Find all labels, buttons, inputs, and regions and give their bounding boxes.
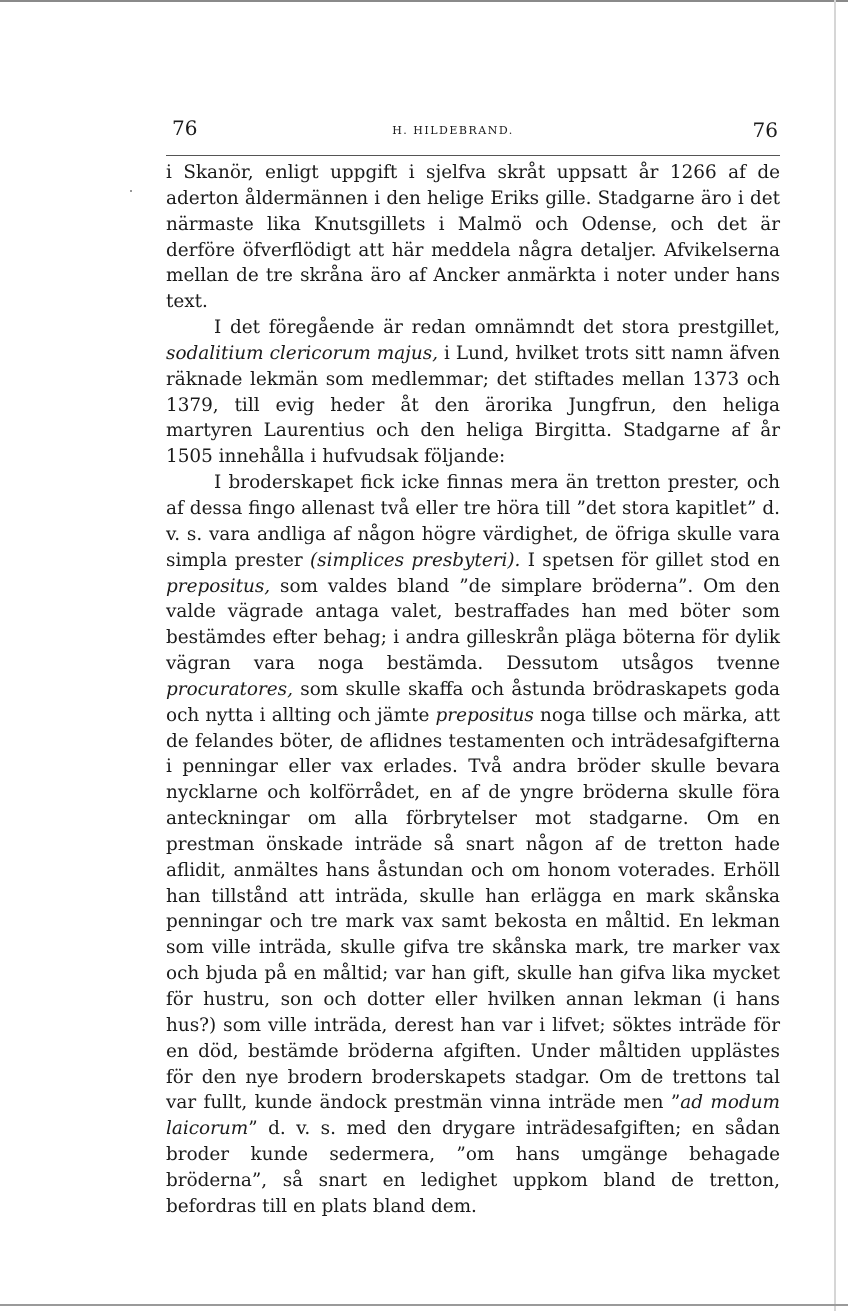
- latin-term-simplices: (simplices presbyteri).: [309, 549, 521, 571]
- body-text: [166, 160, 780, 1220]
- paragraph-1-text: i Skanör, enligt uppgift i sjelfva skråt uppsatt år 1266 af de aderton åldermännen i den helige Eriks gille. Stadgarne äro i det närmaste lika Knutsgillets i Malmö och Odense, och det är derföre öfverflödigt att här meddela några detaljer. Afvikelserna mellan de tre skråna äro af Ancker anmärkta i noter under hans text.: [166, 162, 780, 313]
- paragraph-3-text-1: I broderskapet fick icke finnas mera än tretton prester, och af dessa fingo allenast två eller tre höra till ”det stora kapitlet” d. v. s. vara andliga af någon högre värdighet, de öfriga skulle vara simpla prester: [166, 472, 780, 571]
- paragraph-2-text-2: i Lund, hvilket trots sitt namn äfven räknade lekmän som medlemmar; det stiftades mellan 1373 och 1379, till evig heder åt den ärorika Jungfrun, den heliga martyren Laurentius och den heliga Birgitta. Stadgarne af år 1505 innehålla i hufvudsak följande:: [166, 342, 780, 468]
- paragraph-2-text-1: I det föregående är redan omnämndt det stora prestgillet,: [214, 317, 780, 339]
- paragraph-3-text-3: som valdes bland ”de simplare bröderna”. Om den valde vägrade antaga valet, bestraffades han med böter som bestämdes efter behag; i andra gilleskrån pläga böterna för dylik vägran vara noga bestämda. Dessutom utsågos tvenne: [166, 575, 780, 675]
- page: [166, 112, 780, 1220]
- latin-term-sodalitium: sodalitium clericorum majus,: [166, 342, 438, 364]
- latin-term-prepositus-2: prepositus: [435, 704, 534, 726]
- page-header: [166, 112, 780, 152]
- paragraph-3-text-4: som skulle skaffa och åstunda brödraskapets goda och nytta i allting och jämte: [166, 678, 780, 726]
- page-number-left: 76: [172, 116, 198, 140]
- latin-term-ad-modum: ad modum laicorum: [166, 1092, 780, 1140]
- scan-edge-right: [834, 0, 836, 1311]
- scan-edge-top: [0, 0, 848, 2]
- scan-edge-bottom: [0, 1304, 848, 1306]
- paragraph-3-text-2: I spetsen för gillet stod en: [520, 549, 780, 571]
- header-rule: [166, 155, 780, 156]
- paragraph-2: [166, 315, 780, 470]
- running-head: H. HILDEBRAND.: [392, 124, 514, 137]
- scan-speck: [130, 190, 132, 192]
- paragraph-3: [166, 470, 780, 1219]
- paragraph-1: [166, 160, 780, 315]
- paragraph-3-text-6: ” d. v. s. med den drygare inträdesafgiften; en sådan broder kunde sedermera, ”om hans umgänge behagade bröderna”, så snart en ledighet uppkom bland de tretton, befordras till en plats bland dem.: [166, 1118, 780, 1217]
- latin-term-prepositus-1: prepositus,: [166, 575, 271, 597]
- paragraph-3-text-5: noga tillse och märka, att de felandes böter, de aflidnes testamenten och inträdesafgifterna i penningar eller vax erlades. Två andra bröder skulle bevara nycklarne och kolförrådet, en af de yngre bröderna skulle föra anteckningar om alla förbrytelser mot stadgarne. Om en prestman önskade inträde så snart någon af de tretton hade aflidit, anmältes hans åstundan och om honom voterades. Erhöll han tillstånd att inträda, skulle han erlägga en mark skånska penningar och tre mark vax samt bekosta en måltid. En lekman som ville inträda, skulle gifva tre skånska mark, tre marker vax och bjuda på en måltid; var han gift, skulle han gifva lika mycket för hustru, son och dotter eller hvilken annan lekman (i hans hus?) som ville inträda, derest han var i lifvet; söktes inträde för en död, bestämde bröderna afgiften. Under måltiden upplästes för den nye brodern broderskapets stadgar. Om de trettons tal var fullt, kunde ändock prestmän vinna inträde men ”: [166, 704, 780, 1114]
- page-number-right: 76: [752, 118, 778, 142]
- latin-term-procuratores: procuratores,: [166, 678, 293, 700]
